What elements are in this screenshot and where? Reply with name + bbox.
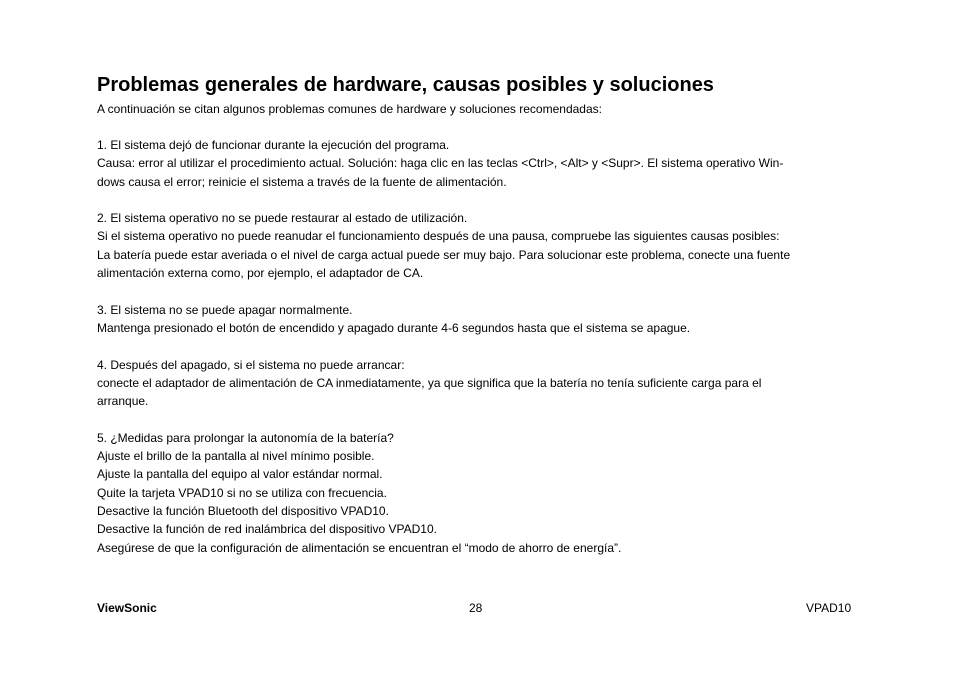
footer-model: VPAD10 [806, 601, 852, 615]
section-heading: 2. El sistema operativo no se puede restaurar al estado de utilización. [97, 211, 468, 226]
section-1 [97, 136, 867, 191]
page-title: Problemas generales de hardware, causas posibles y soluciones [97, 74, 714, 96]
section-heading: 5. ¿Medidas para prolongar la autonomía de la batería? [97, 430, 394, 445]
section-5 [97, 429, 867, 557]
section-2 [97, 209, 867, 282]
content-body [97, 136, 867, 575]
footer-brand: ViewSonic [97, 601, 157, 615]
section-3 [97, 301, 867, 338]
section-line: alimentación externa como, por ejemplo, el adaptador de CA. [97, 266, 424, 281]
section-line: Asegúrese de que la configuración de alimentación se encuentran el “modo de ahorro de energía”. [97, 540, 622, 555]
intro-text: A continuación se citan algunos problemas comunes de hardware y soluciones recomendadas: [97, 102, 602, 116]
section-line: Si el sistema operativo no puede reanudar el funcionamiento después de una pausa, compruebe las siguientes causas posibles: [97, 229, 780, 244]
section-line: Ajuste la pantalla del equipo al valor estándar normal. [97, 467, 383, 482]
section-line: Desactive la función Bluetooth del dispositivo VPAD10. [97, 503, 389, 518]
section-line: Ajuste el brillo de la pantalla al nivel mínimo posible. [97, 449, 375, 464]
footer-page-number: 28 [469, 601, 483, 615]
section-line: conecte el adaptador de alimentación de CA inmediatamente, ya que significa que la batería no tenía suficiente carga para el [97, 375, 762, 390]
section-heading: 3. El sistema no se puede apagar normalmente. [97, 302, 353, 317]
section-line: Mantenga presionado el botón de encendido y apagado durante 4-6 segundos hasta que el sistema se apague. [97, 320, 691, 335]
section-line: Causa: error al utilizar el procedimiento actual. Solución: haga clic en las teclas <Ctrl>, <Alt> y <Supr>. El sistema operativo Win- [97, 156, 784, 171]
section-heading: 4. Después del apagado, si el sistema no puede arrancar: [97, 357, 405, 372]
section-line: La batería puede estar averiada o el nivel de carga actual puede ser muy bajo. Para solucionar este problema, conecte una fuente [97, 247, 791, 262]
section-line: Quite la tarjeta VPAD10 si no se utiliza con frecuencia. [97, 485, 387, 500]
section-4 [97, 356, 867, 411]
section-line: arranque. [97, 394, 149, 409]
section-heading: 1. El sistema dejó de funcionar durante la ejecución del programa. [97, 138, 450, 152]
section-line: Desactive la función de red inalámbrica del dispositivo VPAD10. [97, 522, 437, 537]
section-line: dows causa el error; reinicie el sistema a través de la fuente de alimentación. [97, 174, 507, 189]
